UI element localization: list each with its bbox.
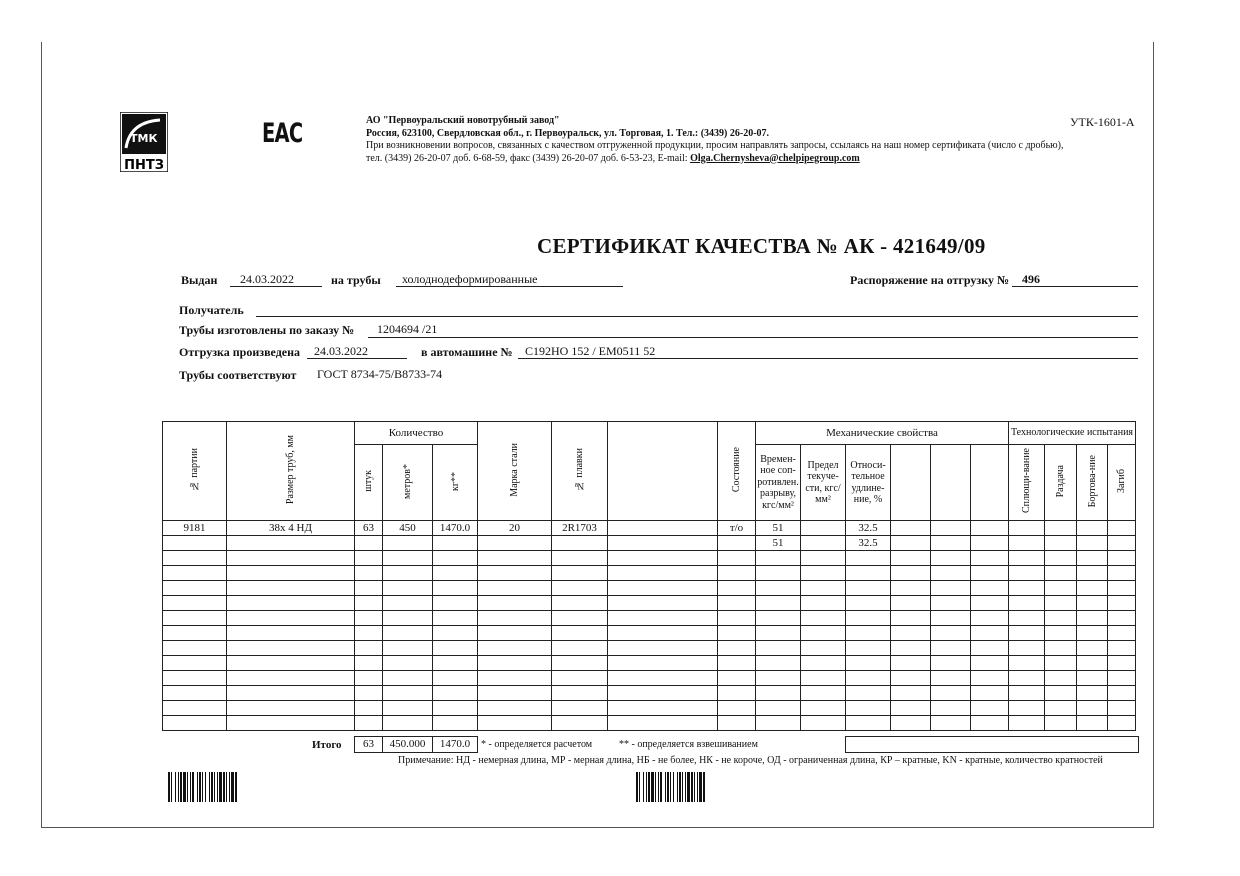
table-row bbox=[163, 581, 1136, 596]
logo-mark: ТМК bbox=[130, 132, 158, 145]
order-ship-value: 496 bbox=[1022, 272, 1040, 286]
table-row bbox=[163, 716, 1136, 731]
pipes-underline bbox=[396, 286, 623, 287]
certificate-title: СЕРТИФИКАТ КАЧЕСТВА № АК - 421649/09 bbox=[537, 234, 986, 258]
header-mechanical: Механические свойства bbox=[756, 422, 1009, 445]
contact-line: тел. (3439) 26-20-07 доб. 6-68-59, факс (3439) 26-20-07 доб. 6-53-23, E-mail: bbox=[366, 152, 688, 164]
issued-underline bbox=[230, 286, 322, 287]
header-heat: № плавки bbox=[552, 422, 608, 521]
vehicle-underline bbox=[518, 358, 1138, 359]
header-mech-extra-1 bbox=[891, 445, 931, 521]
table-row bbox=[163, 611, 1136, 626]
frame-right-border bbox=[1153, 42, 1154, 828]
header-mech-extra-3 bbox=[971, 445, 1009, 521]
table-row bbox=[163, 626, 1136, 641]
header-state: Состояние bbox=[718, 422, 756, 521]
barcode-bar bbox=[237, 772, 238, 802]
issued-label: Выдан bbox=[181, 273, 218, 287]
vehicle-value: С192НО 152 / ЕМ0511 52 bbox=[525, 344, 656, 358]
footnote: Примечание: НД - немерная длина, МР - мерная длина, НБ - не более, НК - не короче, ОД - ограниченная длина, КР – кратные, KN - кратные, количество кратностей bbox=[398, 755, 1103, 766]
pipes-label: на трубы bbox=[331, 273, 381, 287]
table-row bbox=[163, 551, 1136, 566]
header-size: Размер труб, мм bbox=[227, 422, 355, 521]
vehicle-label: в автомашине № bbox=[421, 345, 513, 359]
header-meters: метров* bbox=[383, 445, 433, 521]
contact-email[interactable]: Olga.Chernysheva@chelpipegroup.com bbox=[690, 152, 860, 164]
shipment-underline bbox=[307, 358, 407, 359]
issued-value: 24.03.2022 bbox=[240, 272, 294, 286]
table-row: 9181 38х 4 НД 63 450 1470.0 20 2R1703 т/о 51 32.5 bbox=[163, 521, 1136, 536]
table-row bbox=[163, 686, 1136, 701]
table-row bbox=[163, 656, 1136, 671]
totals-pieces: 63 bbox=[354, 736, 383, 753]
table-row bbox=[163, 641, 1136, 656]
logo-text: ПНТЗ bbox=[124, 158, 164, 172]
header-batch: № партии bbox=[163, 422, 227, 521]
frame-bottom-border bbox=[41, 827, 1154, 828]
totals-empty-box bbox=[845, 736, 1139, 753]
order-ship-label: Распоряжение на отгрузку № bbox=[850, 273, 1009, 287]
company-block bbox=[366, 115, 1064, 165]
table-row bbox=[163, 701, 1136, 716]
header-elongation: Относи-тельное удлине-ние, % bbox=[846, 445, 891, 521]
barcode-bar bbox=[705, 772, 706, 802]
made-order-label: Трубы изготовлены по заказу № bbox=[179, 323, 355, 337]
table-row bbox=[163, 596, 1136, 611]
conform-value: ГОСТ 8734-75/В8733-74 bbox=[317, 367, 443, 381]
header-quantity: Количество bbox=[355, 422, 478, 445]
frame-left-border bbox=[41, 42, 42, 828]
made-order-value: 1204694 /21 bbox=[377, 322, 438, 336]
header-kg: кг** bbox=[433, 445, 478, 521]
header-tensile: Времен-ное соп-ротивлен. разрыву, кгс/мм² bbox=[756, 445, 801, 521]
note-calculation: * - определяется расчетом bbox=[481, 739, 593, 750]
header-bend: Загиб bbox=[1108, 445, 1136, 521]
order-ship-underline bbox=[1012, 286, 1138, 287]
conform-label: Трубы соответствуют bbox=[179, 368, 297, 382]
table-row: 51 32.5 bbox=[163, 536, 1136, 551]
header-mech-extra-2 bbox=[931, 445, 971, 521]
company-name: АО "Первоуральский новотрубный завод" bbox=[366, 115, 560, 126]
note-weighing: ** - определяется взвешиванием bbox=[619, 739, 758, 750]
contact-note: При возникновении вопросов, связанных с качеством отгруженной продукции, просим направлять запросы, ссылаясь на наш номер сертификата (число с дробью), bbox=[366, 140, 1064, 151]
table-row bbox=[163, 566, 1136, 581]
barcode-middle bbox=[636, 772, 706, 802]
shipment-label: Отгрузка произведена bbox=[179, 345, 301, 359]
quality-table bbox=[162, 421, 1136, 731]
made-order-underline bbox=[368, 337, 1138, 338]
header-pieces: штук bbox=[355, 445, 383, 521]
header-grade: Марка стали bbox=[478, 422, 552, 521]
shipment-value: 24.03.2022 bbox=[314, 344, 368, 358]
totals-label: Итого bbox=[312, 739, 342, 751]
recipient-underline bbox=[256, 316, 1138, 317]
eac-mark: ЕАС bbox=[262, 118, 303, 149]
header-expand: Раздача bbox=[1045, 445, 1077, 521]
barcode-left bbox=[168, 772, 238, 802]
totals-kg: 1470.0 bbox=[432, 736, 478, 753]
company-address: Россия, 623100, Свердловская обл., г. Первоуральск, ул. Торговая, 1. Тел.: (3439) 26-20-07. bbox=[366, 127, 770, 139]
totals-meters: 450.000 bbox=[382, 736, 433, 753]
header-technological: Технологические испытания bbox=[1009, 422, 1136, 445]
table-row bbox=[163, 671, 1136, 686]
header-flatten: Сплющи-вание bbox=[1009, 445, 1045, 521]
header-blank bbox=[608, 422, 718, 521]
pipes-value: холоднодеформированные bbox=[402, 272, 538, 286]
document-code: УТК-1601-А bbox=[1070, 115, 1135, 129]
header-flange: Бортова-ние bbox=[1077, 445, 1108, 521]
recipient-label: Получатель bbox=[179, 303, 244, 317]
company-logo bbox=[120, 112, 168, 172]
header-yield: Предел текуче-сти, кгс/мм² bbox=[801, 445, 846, 521]
